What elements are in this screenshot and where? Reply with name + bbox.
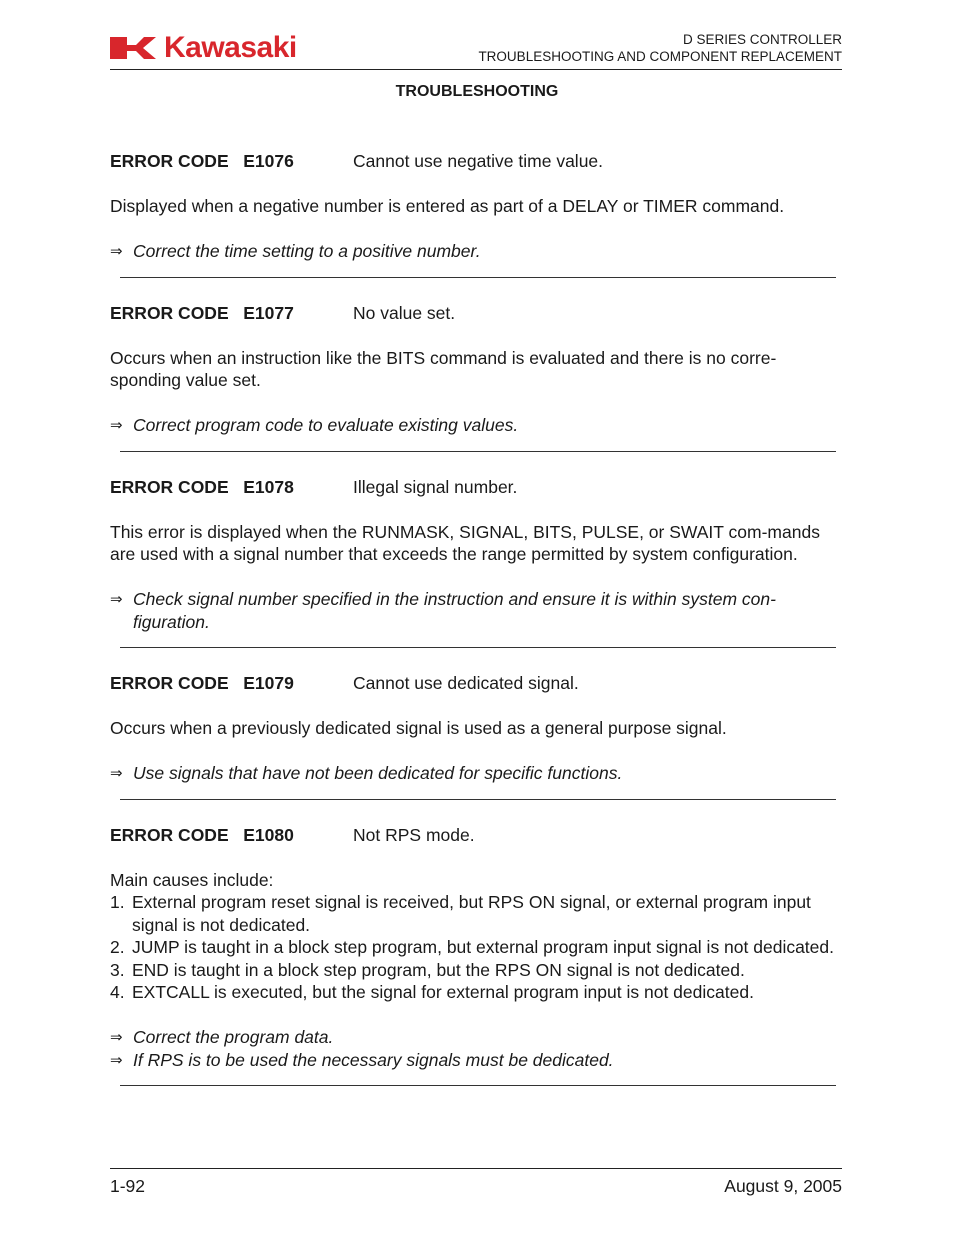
remedy-text: Correct program code to evaluate existing values. [133,415,519,435]
remedy-text: Correct the time setting to a positive number. [133,241,481,261]
error-code-line [110,824,842,847]
page-title: TROUBLESHOOTING [395,83,559,100]
error-description: This error is displayed when the RUNMASK, SIGNAL, BITS, PULSE, or SWAIT com-mands are used with a signal number that exceeds the range permitted by system configuration. [110,521,820,564]
error-description: Occurs when a previously dedicated signal is used as a general purpose signal. [110,718,727,738]
page-number: 1-92 [110,1176,146,1196]
error-code-label: ERROR CODE E1078 [110,476,294,497]
error-message: Cannot use dedicated signal. [353,673,579,693]
arrow-icon: ⇒ [110,1050,123,1069]
error-code-line [110,672,842,695]
error-code-line [110,150,842,173]
list-number: 1. [110,892,125,912]
remedy-text: If RPS is to be used the necessary signals must be dedicated. [133,1049,614,1070]
arrow-icon: ⇒ [110,1028,123,1046]
header-rule [110,69,842,70]
separator [120,647,836,648]
error-code-label: ERROR CODE E1079 [110,673,294,693]
header-series: D SERIES CONTROLLER [682,32,842,47]
remedy-line [110,414,842,437]
kawasaki-emblem-icon [110,35,162,61]
list-number: 3. [110,959,125,980]
running-header [478,31,842,65]
arrow-icon: ⇒ [110,416,123,434]
list-text: END is taught in a block step program, but the RPS ON signal is not dedicated. [132,959,745,980]
error-entry [110,302,842,452]
error-entry [110,824,842,1087]
error-code-label: ERROR CODE E1077 [110,302,294,323]
header-section: TROUBLESHOOTING AND COMPONENT REPLACEMENT [478,49,842,64]
separator [120,799,836,800]
remedy-text: Check signal number specified in the instruction and ensure it is within system con-figuration. [133,589,776,632]
error-message: Not RPS mode. [353,824,475,845]
error-message: Illegal signal number. [353,476,518,497]
remedy-line [110,588,842,633]
error-code-label: ERROR CODE E1080 [110,824,294,845]
footer-date: August 9, 2005 [724,1176,842,1196]
list-text: JUMP is taught in a block step program, but external program input signal is not dedicated. [132,937,834,957]
error-entry [110,476,842,649]
remedy-line [110,240,842,263]
remedy-line [110,762,842,785]
arrow-icon: ⇒ [110,590,123,608]
error-message: No value set. [353,302,456,323]
separator [120,1085,836,1086]
error-description: Main causes include: [110,869,274,890]
list-text: EXTCALL is executed, but the signal for external program input is not dedicated. [132,982,754,1002]
footer-rule [110,1168,842,1169]
list-item [110,936,842,959]
error-code-line [110,302,842,325]
list-number: 4. [110,982,125,1002]
separator [120,277,836,278]
remedy-text: Correct the program data. [133,1027,334,1047]
error-entry [110,672,842,800]
remedy-line [110,1026,842,1049]
separator [120,451,836,452]
list-item [110,981,842,1004]
error-code-list [110,150,842,1086]
remedy-text: Use signals that have not been dedicated for specific functions. [133,763,623,783]
list-item [110,891,842,936]
arrow-icon: ⇒ [110,242,123,260]
logo-wordmark: Kawasaki [164,31,297,64]
list-text: External program reset signal is received, but RPS ON signal, or external program input signal is not dedicated. [132,892,811,935]
kawasaki-logo [110,33,297,63]
list-item [110,959,842,982]
error-code-line [110,476,842,499]
list-number: 2. [110,937,125,957]
error-code-label: ERROR CODE E1076 [110,151,294,171]
arrow-icon: ⇒ [110,764,123,782]
error-entry [110,150,842,278]
remedy-line [110,1049,842,1072]
error-description: Displayed when a negative number is entered as part of a DELAY or TIMER command. [110,196,785,216]
error-message: Cannot use negative time value. [353,151,604,171]
cause-list [110,891,842,1004]
error-description: Occurs when an instruction like the BITS command is evaluated and there is no corre-sponding value set. [110,347,777,390]
